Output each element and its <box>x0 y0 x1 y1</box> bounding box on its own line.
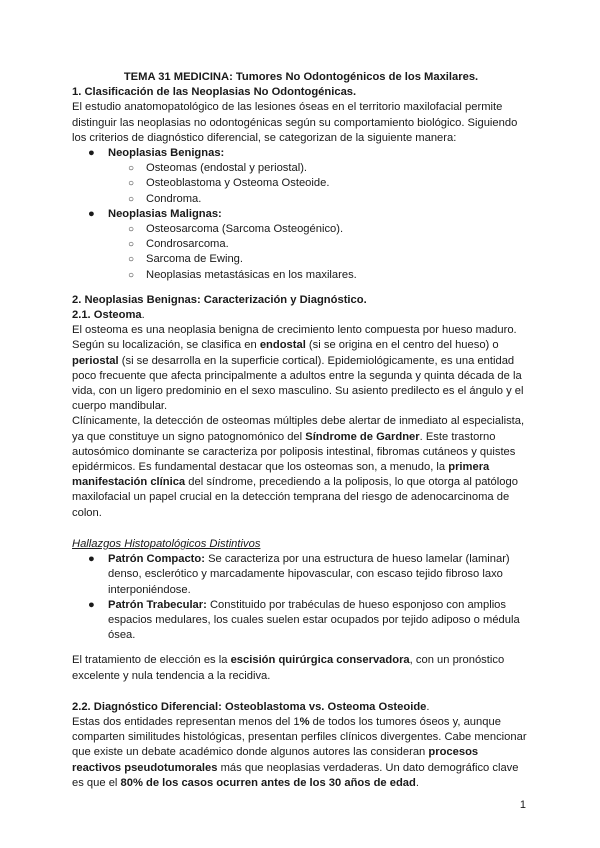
document-body <box>72 70 530 791</box>
list-item-text: Osteosarcoma (Sarcoma Osteogénico). <box>146 223 344 236</box>
bold-term-80-percent: 80% de los casos ocurren antes de los 30 años de edad <box>120 776 416 789</box>
list-item-text: Neoplasias metastásicas en los maxilares. <box>146 268 357 281</box>
histology-label: Patrón Trabecular: <box>108 598 207 611</box>
text-run: El tratamiento de elección es la <box>72 654 231 667</box>
list-item <box>72 598 530 644</box>
filled-bullet-icon: ● <box>88 553 95 566</box>
osteoma-paragraph-1 <box>72 323 530 414</box>
differential-paragraph <box>72 715 530 791</box>
benign-group <box>72 146 530 161</box>
spacer <box>72 521 530 537</box>
osteoma-paragraph-2 <box>72 414 530 520</box>
list-item-text: Osteoblastoma y Osteoma Osteoide. <box>146 177 330 190</box>
text-run: , con un pronóstico excelente y nula tendencia a la recidiva. <box>72 654 505 682</box>
bold-term-procesos-reactivos: procesos reactivos pseudotumorales <box>72 746 479 774</box>
hollow-bullet-icon: ○ <box>128 178 135 190</box>
histology-text: Constituido por trabéculas de hueso esponjoso con amplios espacios medulares, los cuales suelen estar ocupados por tejido adiposo o médula ósea. <box>108 598 520 642</box>
bold-term-periostal: periostal <box>72 354 119 367</box>
punctuation: . <box>141 309 145 322</box>
malignant-group <box>72 207 530 222</box>
list-item-text: Condrosarcoma. <box>146 238 229 251</box>
subsection-2-1-title: 2.1. Osteoma <box>72 309 142 322</box>
spacer <box>72 643 530 653</box>
punctuation: . <box>426 700 430 713</box>
list-item-text: Condroma. <box>146 192 202 205</box>
list-item <box>72 176 530 191</box>
spacer <box>72 283 530 293</box>
bold-term-gardner: Síndrome de Gardner <box>305 430 420 443</box>
hollow-bullet-icon: ○ <box>128 254 135 266</box>
subsection-2-1-heading <box>72 308 530 323</box>
list-item <box>72 252 530 267</box>
list-item-text: Sarcoma de Ewing. <box>146 253 244 266</box>
filled-bullet-icon: ● <box>88 207 95 220</box>
text-run: (si se origina en el centro del hueso) o <box>305 339 499 352</box>
histology-title: Hallazgos Histopatológicos Distintivos <box>72 537 261 550</box>
benign-label: Neoplasias Benignas: <box>108 147 225 160</box>
page-number: 1 <box>519 799 526 811</box>
bold-term-endostal: endostal <box>259 339 306 352</box>
malignant-label: Neoplasias Malignas: <box>108 207 222 220</box>
text-run: . Este trastorno autosómico dominante se caracteriza por poliposis intestinal, fibromas cutáneos y quistes epidérmicos. Es fundamental destacar que los osteomas son, a menudo, la <box>72 430 516 474</box>
histology-label: Patrón Compacto: <box>108 553 205 566</box>
classification-list <box>72 146 530 283</box>
text-run: del síndrome, precediendo a la poliposis, lo que otorga al patólogo maxilofacial un papel crucial en la detección temprana del riesgo de adenocarcinoma de colon. <box>72 476 518 519</box>
document-title: TEMA 31 MEDICINA: Tumores No Odontogénicos de los Maxilares. <box>123 71 479 83</box>
hollow-bullet-icon: ○ <box>128 224 135 236</box>
list-item <box>72 552 530 598</box>
subsection-2-2-title: 2.2. Diagnóstico Diferencial: Osteoblastoma vs. Osteoma Osteoide <box>72 700 427 713</box>
punctuation: . <box>415 776 419 789</box>
histology-list <box>72 552 530 643</box>
list-item <box>72 222 530 237</box>
hollow-bullet-icon: ○ <box>128 193 135 205</box>
text-run: (si se desarrolla en la superficie cortical). Epidemiológicamente, es una entidad poco frecuente que afecta principalmente a adultos entre la segunda y quinta década de la vida, con un ligero predominio en el sexo masculino. Su asiento predilecto es el ángulo y el cuerpo mandibular. <box>72 354 524 413</box>
subsection-2-2-heading <box>72 700 530 715</box>
section-2-heading: 2. Neoplasias Benignas: Caracterización y Diagnóstico. <box>72 293 367 306</box>
histology-text: Se caracteriza por una estructura de hueso lamelar (laminar) denso, esclerótico y marcadamente hipovascular, con escaso tejido fibroso laxo interponiéndose. <box>108 553 510 596</box>
list-item <box>72 268 530 283</box>
filled-bullet-icon: ● <box>88 147 95 160</box>
bold-term-escision: escisión quirúrgica conservadora <box>230 654 410 667</box>
list-item-text: Osteomas (endostal y periostal). <box>146 162 308 175</box>
hollow-bullet-icon: ○ <box>128 239 135 251</box>
text-run: de todos los tumores óseos y, aunque comparten similitudes histológicas, presentan perfiles clínicos divergentes. Cabe mencionar que existe un debate académico donde algunos autores las consideran <box>72 715 527 759</box>
hollow-bullet-icon: ○ <box>128 163 135 175</box>
text-run: Clínicamente, la detección de osteomas múltiples debe alertar de inmediato al especialista, ya que constituye un signo patognomónico del <box>72 415 525 443</box>
text-run: más que neoplasias verdaderas. Un dato demográfico clave es que el <box>72 761 519 789</box>
treatment-paragraph <box>72 653 530 683</box>
section-1-intro: El estudio anatomopatológico de las lesiones óseas en el territorio maxilofacial permite distinguir las neoplasias no odontogénicas según su comportamiento biológico. Siguiendo los criterios de diagnóstico diferencial, se categorizan de la siguiente manera: <box>72 101 518 144</box>
bold-term-primera-manifestacion: primera manifestación clínica <box>72 461 490 489</box>
filled-bullet-icon: ● <box>88 598 95 611</box>
section-1-heading: 1. Clasificación de las Neoplasias No Odontogénicas. <box>72 86 357 99</box>
text-run: El osteoma es una neoplasia benigna de crecimiento lento compuesta por hueso maduro. Según su localización, se clasifica en <box>72 324 517 352</box>
list-item <box>72 237 530 252</box>
spacer <box>72 684 530 700</box>
text-run: Estas dos entidades representan menos del 1 <box>72 715 300 728</box>
hollow-bullet-icon: ○ <box>128 269 135 281</box>
bold-percent: % <box>299 715 310 728</box>
list-item <box>72 161 530 176</box>
list-item <box>72 192 530 207</box>
